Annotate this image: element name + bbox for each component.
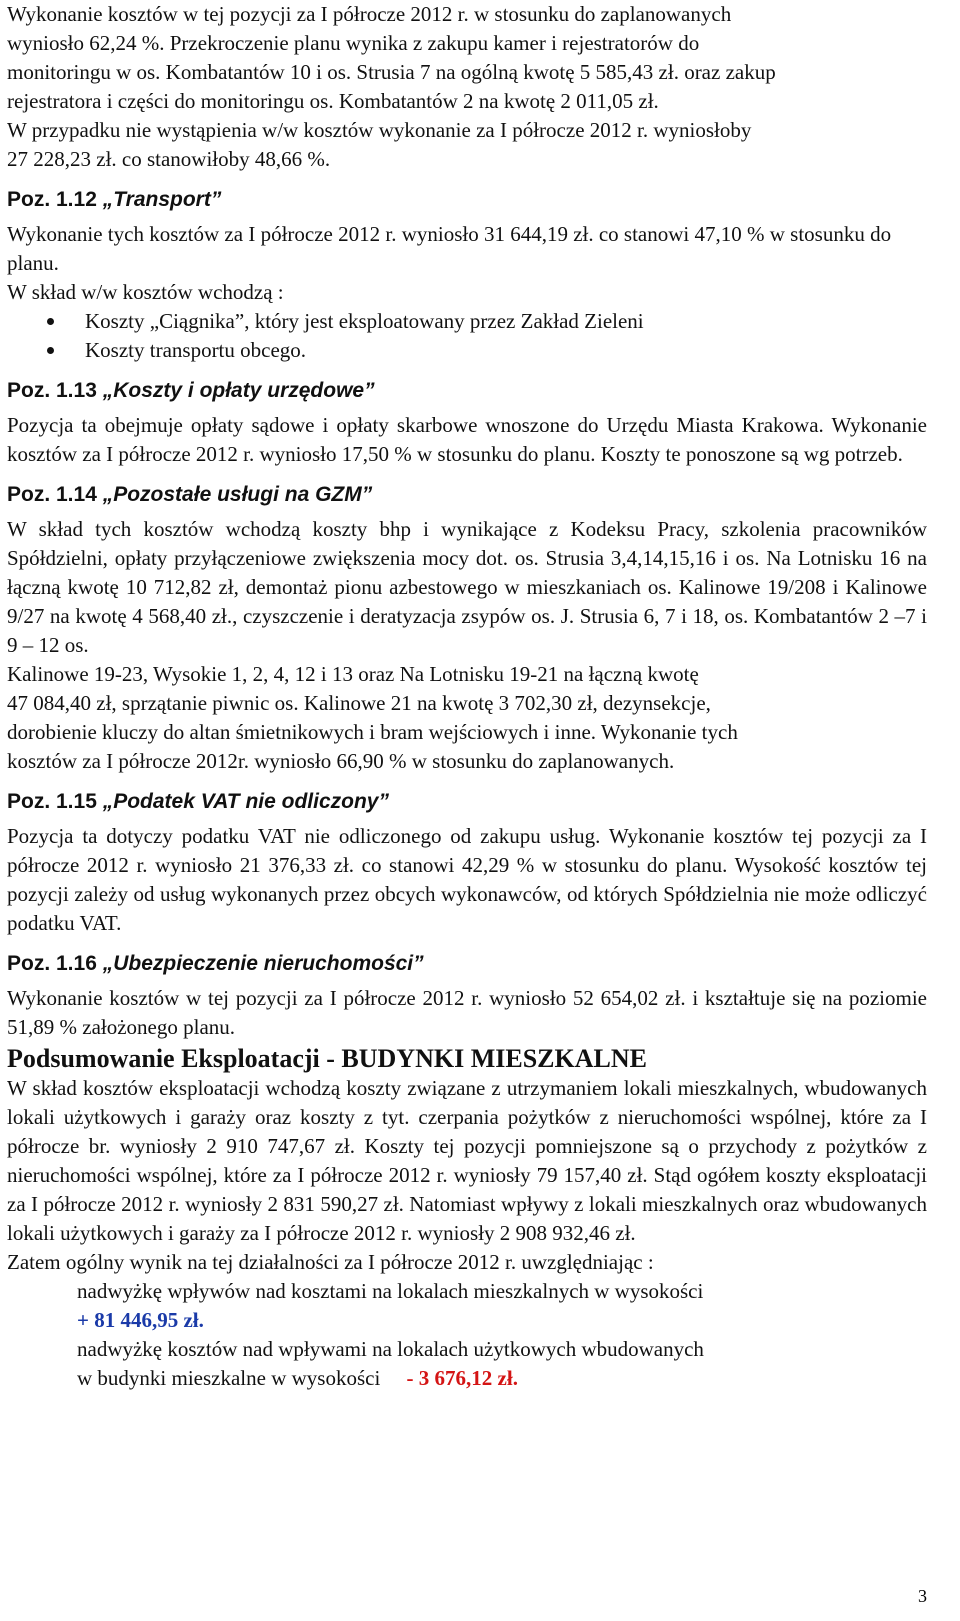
intro-line: Wykonanie kosztów w tej pozycji za I półrocze 2012 r. w stosunku do zaplanowanych [7,2,732,26]
section-heading [7,950,927,978]
result-surplus-value: + 81 446,95 zł. [77,1308,204,1332]
section-number: Poz. 1.15 [7,790,103,813]
section-text-line: dorobienie kluczy do altan śmietnikowych i bram wejściowych i inne. Wykonanie tych [7,720,738,744]
section-official-fees [7,377,927,469]
intro-line: rejestratora i części do monitoringu os. Kombatantów 2 na kwotę 2 011,05 zł. [7,89,659,113]
summary-heading: Podsumowanie Eksploatacji - BUDYNKI MIESZKALNE [7,1044,647,1073]
section-text: Wykonanie tych kosztów za I półrocze 2012 r. wyniosło 31 644,19 zł. co stanowi 47,10 % w stosunku do planu. [7,222,892,275]
section-heading [7,377,927,405]
cost-list [7,307,927,365]
section-number: Poz. 1.16 [7,952,103,975]
section-text: W skład w/w kosztów wchodzą : [7,280,284,304]
intro-line: wyniosło 62,24 %. Przekroczenie planu wynika z zakupu kamer i rejestratorów do [7,31,700,55]
section-text: W skład tych kosztów wchodzą koszty bhp i wynikające z Kodeksu Pracy, szkolenia pracowników Spółdzielni, opłaty przyłączeniowe zwiększenia mocy dot. os. Strusia 3,4,14,15,16 i os. Na Lotnisku 16 na łączną kwotę 10 712,82 zł, demontaż pionu azbestowego w mieszkaniach os. Kalinowe 19/208 i Kalinowe 9/27 na kwotę 4 568,40 zł., czyszczenie i deratyzacja zsypów os. J. Strusia 6, 7 i 18, os. Kombatantów 2 –7 i 9 – 12 os. [7,517,927,657]
intro-paragraph [7,0,927,174]
section-text: Wykonanie kosztów w tej pozycji za I półrocze 2012 r. wyniosło 52 654,02 zł. i kształtuje się na poziomie 51,89 % założonego planu. [7,986,927,1039]
section-text-line: kosztów za I półrocze 2012r. wyniosło 66,90 % w stosunku do zaplanowanych. [7,749,675,773]
section-title: „Transport” [102,188,222,211]
section-text: Pozycja ta obejmuje opłaty sądowe i opłaty skarbowe wnoszone do Urzędu Miasta Krakowa. Wykonanie kosztów za I półrocze 2012 r. wyniosło 17,50 % w stosunku do planu. Koszty te ponoszone są wg potrzeb. [7,413,927,466]
section-number: Poz. 1.13 [7,379,103,402]
section-heading [7,788,927,816]
section-title: „Ubezpieczenie nieruchomości” [102,952,424,975]
section-vat [7,788,927,938]
intro-line: monitoringu w os. Kombatantów 10 i os. Strusia 7 na ogólną kwotę 5 585,43 zł. oraz zakup [7,60,776,84]
section-heading [7,186,927,214]
section-title: „Koszty i opłaty urzędowe” [102,379,375,402]
result-surplus-text: nadwyżkę wpływów nad kosztami na lokalach mieszkalnych w wysokości [77,1279,704,1303]
section-other-services [7,481,927,776]
list-item: Koszty „Ciągnika”, który jest eksploatowany przez Zakład Zieleni [47,307,927,336]
result-deficit-text: nadwyżkę kosztów nad wpływami na lokalach użytkowych wbudowanych [77,1337,704,1361]
section-text: Pozycja ta dotyczy podatku VAT nie odliczonego od zakupu usług. Wykonanie kosztów tej pozycji za I półrocze 2012 r. wyniosło 21 376,33 zł. co stanowi 42,29 % w stosunku do planu. Wysokość kosztów tej pozycji zależy od usług wykonanych przez obcych wykonawców, od których Spółdzielnia nie może odliczyć podatku VAT. [7,824,927,935]
section-title: „Pozostałe usługi na GZM” [102,483,373,506]
summary-text: W skład kosztów eksploatacji wchodzą koszty związane z utrzymaniem lokali mieszkalnych, wbudowanych lokali użytkowych i garaży oraz koszty z tyt. czerpania pożytków z nieruchomości wspólnej, które za I półrocze br. wyniosły 2 910 747,67 zł. Koszty tej pozycji pomniejszone są o przychody z pożytków z nieruchomości wspólnej, które za I półrocze 2012 r. wyniosły 79 157,40 zł. Stąd ogółem koszty eksploatacji za I półrocze 2012 r. wyniosły 2 831 590,27 zł. Natomiast wpływy z lokali mieszkalnych oraz wbudowanych lokali użytkowych i garaży za I półrocze 2012 r. wyniosły 2 908 932,46 zł. [7,1076,927,1245]
list-item: Koszty transportu obcego. [47,336,927,365]
section-insurance [7,950,927,1042]
section-text-line: Kalinowe 19-23, Wysokie 1, 2, 4, 12 i 13 oraz Na Lotnisku 19-21 na łączną kwotę [7,662,699,686]
section-number: Poz. 1.14 [7,483,103,506]
section-heading [7,481,927,509]
result-deficit-label: w budynki mieszkalne w wysokości [77,1366,381,1390]
intro-line: 27 228,23 zł. co stanowiłoby 48,66 %. [7,147,331,171]
result-deficit-line [77,1364,927,1393]
section-title: „Podatek VAT nie odliczony” [102,790,389,813]
result-deficit-value: - 3 676,12 zł. [406,1366,518,1390]
section-transport [7,186,927,365]
section-number: Poz. 1.12 [7,188,103,211]
page-number: 3 [918,1586,927,1606]
summary-conclusion: Zatem ogólny wynik na tej działalności za I półrocze 2012 r. uwzględniając : [7,1250,654,1274]
section-text-line: 47 084,40 zł, sprzątanie piwnic os. Kalinowe 21 na kwotę 3 702,30 zł, dezynsekcje, [7,691,711,715]
summary-results [7,1277,927,1393]
intro-line: W przypadku nie wystąpienia w/w kosztów wykonanie za I półrocze 2012 r. wyniosłoby [7,118,752,142]
section-summary [7,1044,927,1393]
